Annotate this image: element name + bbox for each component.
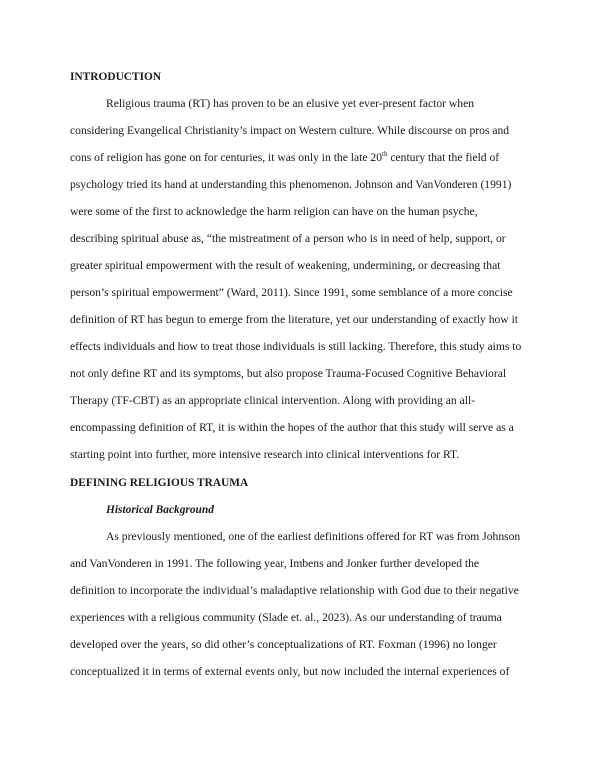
intro-paragraph-line: person’s spiritual empowerment” (Ward, 2011). Since 1991, some semblance of a more concise xyxy=(70,286,513,299)
history-paragraph-line: and VanVonderen in 1991. The following year, Imbens and Jonker further developed the xyxy=(70,557,480,570)
intro-paragraph-line: Therapy (TF-CBT) as an appropriate clinical intervention. Along with providing an all- xyxy=(70,394,476,407)
section-heading: DEFINING RELIGIOUS TRAUMA xyxy=(70,477,249,489)
intro-paragraph-line: were some of the first to acknowledge the harm religion can have on the human psyche, xyxy=(70,205,478,218)
intro-paragraph-line: encompassing definition of RT, it is within the hopes of the author that this study will serve as a xyxy=(70,421,514,434)
history-paragraph-line: experiences with a religious community (Slade et. al., 2023). As our understanding of trauma xyxy=(70,611,502,624)
intro-paragraph-line: greater spiritual empowerment with the result of weakening, undermining, or decreasing that xyxy=(70,259,501,272)
history-paragraph-line: definition to incorporate the individual’s maladaptive relationship with God due to their negative xyxy=(70,584,519,597)
history-paragraph-line: conceptualized it in terms of external events only, but now included the internal experiences of xyxy=(70,665,510,678)
intro-paragraph-line: considering Evangelical Christianity’s impact on Western culture. While discourse on pros and xyxy=(70,124,510,137)
intro-paragraph-line xyxy=(70,151,499,165)
intro-paragraph-line: Religious trauma (RT) has proven to be an elusive yet ever-present factor when xyxy=(106,97,475,110)
intro-line-text: cons of religion has gone on for centuries, it was only in the late 20 xyxy=(70,151,382,164)
intro-heading: INTRODUCTION xyxy=(70,71,162,83)
intro-paragraph-line: definition of RT has begun to emerge from the literature, yet our understanding of exactly how it xyxy=(70,313,519,326)
subsection-heading: Historical Background xyxy=(106,504,214,516)
intro-paragraph-line: starting point into further, more intensive research into clinical interventions for RT. xyxy=(70,448,460,461)
intro-paragraph-line: not only define RT and its symptoms, but also propose Trauma-Focused Cognitive Behavioral xyxy=(70,367,507,380)
intro-paragraph-line: psychology tried its hand at understanding this phenomenon. Johnson and VanVonderen (1991) xyxy=(70,178,512,191)
history-paragraph-line: developed over the years, so did other’s conceptualizations of RT. Foxman (1996) no longer xyxy=(70,638,497,651)
intro-line-text: century that the field of xyxy=(387,151,500,164)
intro-paragraph-line: describing spiritual abuse as, “the mistreatment of a person who is in need of help, support, or xyxy=(70,232,506,245)
intro-paragraph-line: effects individuals and how to treat those individuals is still lacking. Therefore, this study aims to xyxy=(70,340,522,353)
history-paragraph-line: As previously mentioned, one of the earliest definitions offered for RT was from Johnson xyxy=(106,530,521,543)
ordinal-superscript: th xyxy=(382,150,388,158)
